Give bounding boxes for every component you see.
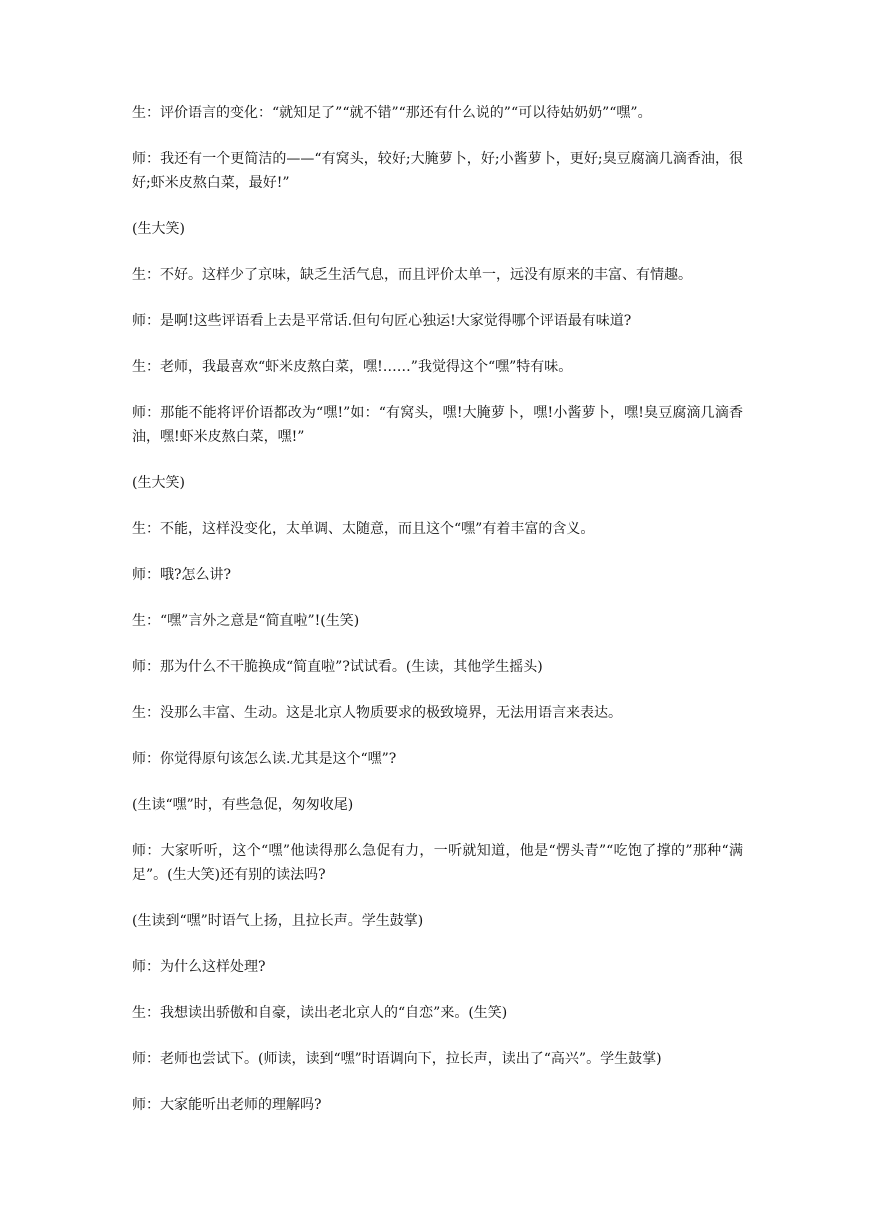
paragraph-student-favorite: 生：老师，我最喜欢“虾米皮熬白菜，嘿!……”我觉得这个“嘿”特有味。 <box>132 359 573 375</box>
paragraph-teacher-how-read: 师：你觉得原句该怎么读.尤其是这个“嘿”? <box>132 751 397 767</box>
paragraph-teacher-which-best: 师：是啊!这些评语看上去是平常话.但句句匠心独运!大家觉得哪个评语最有味道? <box>132 313 632 329</box>
paragraph-teacher-why: 师：为什么这样处理? <box>132 959 266 975</box>
paragraph-stage-direction-laugh-2: (生大笑) <box>132 475 185 491</box>
paragraph-teacher-how: 师：哦?怎么讲? <box>132 567 232 583</box>
paragraph-teacher-understand: 师：大家能听出老师的理解吗? <box>132 1097 322 1113</box>
paragraph-teacher-listen: 师：大家听听，这个“嘿”他读得那么急促有力，一听就知道，他是“愣头青”“吃饱了撑的”那种“满足”。(生大笑)还有别的读法吗? <box>132 843 743 883</box>
paragraph-teacher-simpler-version: 师：我还有一个更简洁的——“有窝头，较好;大腌萝卜，好;小酱萝卜，更好;臭豆腐滴几滴香油，很好;虾米皮熬白菜，最好!” <box>132 151 743 191</box>
paragraph-teacher-all-hei: 师：那能不能将评价语都改为“嘿!”如：“有窝头，嘿!大腌萝卜，嘿!小酱萝卜，嘿!臭豆腐滴几滴香油，嘿!虾米皮熬白菜，嘿!” <box>132 405 743 445</box>
paragraph-student-meaning: 生：“嘿”言外之意是“简直啦”!(生笑) <box>132 613 360 629</box>
paragraph-stage-direction-hurried: (生读“嘿”时，有些急促，匆匆收尾) <box>132 797 354 813</box>
paragraph-student-not-vivid: 生：没那么丰富、生动。这是北京人物质要求的极致境界，无法用语言来表达。 <box>132 705 622 721</box>
paragraph-teacher-tries: 师：老师也尝试下。(师读，读到“嘿”时语调向下，拉长声，读出了“高兴”。学生鼓掌) <box>132 1051 662 1067</box>
paragraph-student-pride: 生：我想读出骄傲和自豪，读出老北京人的“自恋”来。(生笑) <box>132 1005 508 1021</box>
paragraph-student-evaluation-language: 生：评价语言的变化：“就知足了”“就不错”“那还有什么说的”“可以待姑奶奶”“嘿”。 <box>132 105 652 121</box>
paragraph-stage-direction-laugh: (生大笑) <box>132 221 185 237</box>
paragraph-student-not-good: 生：不好。这样少了京味，缺乏生活气息，而且评价太单一，远没有原来的丰富、有情趣。 <box>132 267 692 283</box>
paragraph-teacher-try-replace: 师：那为什么不干脆换成“简直啦”?试试看。(生读，其他学生摇头) <box>132 659 543 675</box>
paragraph-stage-direction-rising: (生读到“嘿”时语气上扬，且拉长声。学生鼓掌) <box>132 913 424 929</box>
paragraph-student-monotonous: 生：不能，这样没变化，太单调、太随意，而且这个“嘿”有着丰富的含义。 <box>132 521 595 537</box>
